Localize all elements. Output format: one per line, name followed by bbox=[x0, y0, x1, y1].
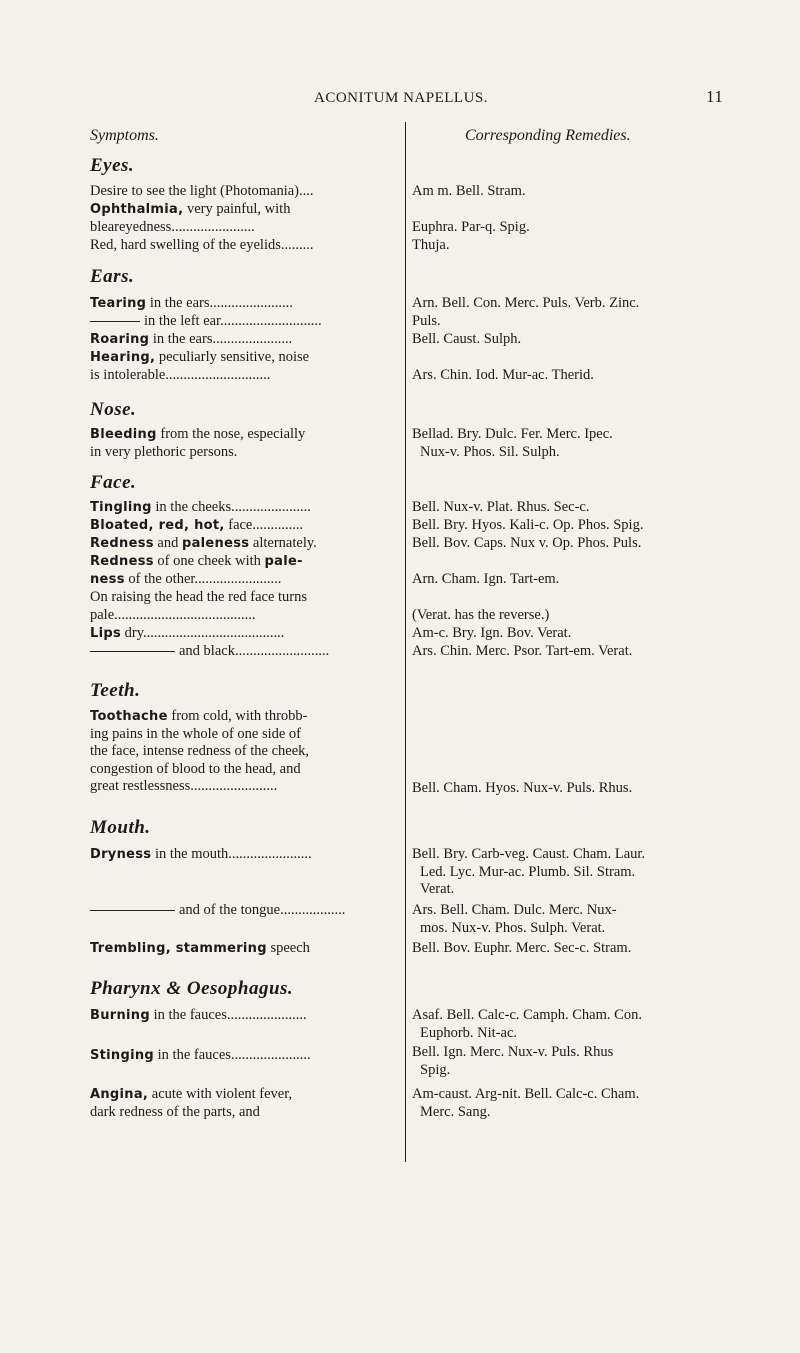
remedy-row bbox=[412, 846, 752, 899]
symptom-row bbox=[90, 589, 402, 624]
remedies-heading: Corresponding Remedies. bbox=[465, 127, 631, 144]
symptom-row bbox=[90, 902, 402, 920]
symptom-keyword: Tearing bbox=[90, 296, 147, 311]
symptom-text: in the left ear............................ bbox=[144, 313, 322, 329]
remedy-row bbox=[412, 902, 752, 937]
remedy-row: Ars. Chin. Iod. Mur-ac. Therid. bbox=[412, 367, 594, 383]
symptom-row bbox=[90, 625, 402, 643]
section-eyes: Eyes. bbox=[90, 155, 135, 176]
remedy-text: Asaf. Bell. Calc-c. Camph. Cham. Con. bbox=[412, 1007, 642, 1023]
remedy-text: Spig. bbox=[420, 1061, 451, 1078]
column-divider bbox=[405, 122, 406, 1162]
symptom-text: in the fauces...................... bbox=[149, 1007, 307, 1023]
remedy-row: Arn. Cham. Ign. Tart-em. bbox=[412, 571, 560, 587]
remedy-row: Ars. Chin. Merc. Psor. Tart-em. Verat. bbox=[412, 643, 633, 659]
remedy-row: Puls. bbox=[412, 313, 441, 329]
ditto-dash bbox=[90, 321, 140, 322]
symptom-row bbox=[90, 708, 402, 796]
remedy-row: (Verat. has the reverse.) bbox=[412, 607, 550, 623]
symptom-keyword: Burning bbox=[90, 1008, 150, 1023]
remedy-text: Am-caust. Arg-nit. Bell. Calc-c. Cham. bbox=[412, 1086, 640, 1102]
ditto-dash bbox=[90, 910, 175, 911]
section-teeth: Teeth. bbox=[90, 680, 141, 701]
remedy-text: Bellad. Bry. Dulc. Fer. Merc. Ipec. bbox=[412, 426, 613, 442]
symptom-text: in the cheeks...................... bbox=[151, 499, 311, 515]
section-mouth: Mouth. bbox=[90, 817, 151, 838]
symptom-text: dark redness of the parts, and bbox=[90, 1103, 260, 1120]
remedy-row bbox=[412, 1086, 752, 1121]
symptom-text: and black.......................... bbox=[179, 643, 330, 659]
symptom-row bbox=[90, 940, 402, 958]
symptom-row bbox=[90, 846, 402, 864]
symptom-keyword: Angina, bbox=[90, 1087, 149, 1102]
symptom-text: dry....................................... bbox=[120, 625, 285, 641]
symptom-text: and bbox=[153, 535, 182, 551]
symptom-keyword: Ophthalmia, bbox=[90, 202, 184, 217]
symptom-text: and of the tongue.................. bbox=[179, 902, 346, 918]
symptom-row bbox=[90, 553, 402, 588]
remedy-row bbox=[412, 1007, 752, 1042]
symptom-text: from cold, with throbb- bbox=[167, 708, 308, 724]
symptom-text: in the ears....................... bbox=[146, 295, 293, 311]
symptom-row bbox=[90, 1086, 402, 1121]
remedy-row: Am m. Bell. Stram. bbox=[412, 183, 526, 199]
symptom-text: Red, hard swelling of the eyelids......... bbox=[90, 237, 314, 253]
symptoms-heading: Symptoms. bbox=[90, 127, 159, 144]
remedy-text: Verat. bbox=[420, 881, 455, 897]
symptom-row bbox=[90, 1007, 402, 1025]
remedy-text: Nux-v. Phos. Sil. Sulph. bbox=[420, 443, 560, 460]
symptom-row bbox=[90, 331, 402, 349]
remedy-row: Bell. Bov. Caps. Nux v. Op. Phos. Puls. bbox=[412, 535, 642, 551]
symptom-text: in the mouth....................... bbox=[151, 846, 312, 862]
symptom-text: speech bbox=[266, 940, 310, 956]
symptom-keyword: Bleeding bbox=[90, 427, 157, 442]
remedy-row: Bell. Bov. Euphr. Merc. Sec-c. Stram. bbox=[412, 940, 632, 956]
remedy-row: Bell. Cham. Hyos. Nux-v. Puls. Rhus. bbox=[412, 780, 633, 796]
symptom-row bbox=[90, 535, 402, 553]
remedy-row: Am-c. Bry. Ign. Bov. Verat. bbox=[412, 625, 572, 641]
symptom-text: congestion of blood to the head, and bbox=[90, 760, 301, 777]
symptom-keyword: Lips bbox=[90, 626, 121, 641]
symptom-text: On raising the head the red face turns bbox=[90, 589, 308, 605]
symptom-keyword: paleness bbox=[181, 536, 250, 551]
symptom-keyword: Redness bbox=[90, 536, 154, 551]
symptom-text: from the nose, especially bbox=[156, 426, 306, 442]
ditto-dash bbox=[90, 651, 175, 652]
symptom-text: the face, intense redness of the cheek, bbox=[90, 743, 310, 759]
symptom-keyword: Roaring bbox=[90, 332, 150, 347]
symptom-row bbox=[90, 426, 402, 461]
symptom-row bbox=[90, 237, 402, 255]
remedy-row: Thuja. bbox=[412, 237, 450, 253]
section-nose: Nose. bbox=[90, 399, 137, 420]
remedy-text: Led. Lyc. Mur-ac. Plumb. Sil. Stram. bbox=[420, 863, 636, 880]
symptom-row bbox=[90, 295, 402, 313]
symptom-text: alternately. bbox=[249, 535, 317, 551]
remedy-text: Euphorb. Nit-ac. bbox=[420, 1024, 518, 1041]
remedy-row bbox=[412, 426, 752, 461]
remedy-text: Bell. Ign. Merc. Nux-v. Puls. Rhus bbox=[412, 1044, 614, 1060]
symptom-row bbox=[90, 499, 402, 517]
section-ears: Ears. bbox=[90, 266, 135, 287]
symptom-keyword: Dryness bbox=[90, 847, 152, 862]
symptom-keyword: pale- bbox=[264, 554, 303, 569]
symptom-text: peculiarly sensitive, noise bbox=[155, 349, 310, 365]
symptom-text: of one cheek with bbox=[153, 553, 265, 569]
symptom-row bbox=[90, 1047, 402, 1065]
symptom-text: in the fauces...................... bbox=[154, 1047, 311, 1063]
remedy-row bbox=[412, 1044, 752, 1079]
section-face: Face. bbox=[90, 472, 137, 493]
symptom-keyword: Trembling, stammering bbox=[90, 941, 267, 956]
symptom-keyword: Hearing, bbox=[90, 350, 156, 365]
page-title: ACONITUM NAPELLUS. bbox=[314, 90, 488, 106]
symptom-keyword: Stinging bbox=[90, 1048, 155, 1063]
symptom-row bbox=[90, 313, 402, 331]
symptom-row bbox=[90, 643, 402, 661]
symptom-row bbox=[90, 349, 402, 384]
remedy-text: mos. Nux-v. Phos. Sulph. Verat. bbox=[420, 919, 606, 936]
symptom-row bbox=[90, 183, 402, 201]
symptom-text: in the ears...................... bbox=[149, 331, 293, 347]
symptom-text: pale....................................... bbox=[90, 606, 256, 623]
remedy-text: Bell. Bry. Carb-veg. Caust. Cham. Laur. bbox=[412, 846, 646, 862]
remedy-row: Euphra. Par-q. Spig. bbox=[412, 219, 530, 235]
symptom-text: Desire to see the light (Photomania).... bbox=[90, 183, 314, 199]
symptom-text: in very plethoric persons. bbox=[90, 443, 238, 460]
remedy-text: Merc. Sang. bbox=[420, 1103, 491, 1120]
symptom-text: face.............. bbox=[224, 517, 304, 533]
section-pharynx: Pharynx & Oesophagus. bbox=[90, 978, 294, 999]
symptom-text: great restlessness........................ bbox=[90, 778, 278, 794]
symptom-text: very painful, with bbox=[183, 201, 291, 217]
remedy-row: Bell. Nux-v. Plat. Rhus. Sec-c. bbox=[412, 499, 590, 515]
symptom-text: acute with violent fever, bbox=[148, 1086, 293, 1102]
symptom-row bbox=[90, 517, 402, 535]
symptom-keyword: ness bbox=[90, 571, 125, 587]
symptom-row bbox=[90, 201, 402, 236]
symptom-keyword: Redness bbox=[90, 554, 154, 569]
symptom-keyword: Tingling bbox=[90, 500, 152, 515]
remedy-text: Ars. Bell. Cham. Dulc. Merc. Nux- bbox=[412, 902, 617, 918]
remedy-row: Arn. Bell. Con. Merc. Puls. Verb. Zinc. bbox=[412, 295, 640, 311]
symptom-text: is intolerable............................. bbox=[90, 366, 271, 383]
symptom-text: bleareyedness....................... bbox=[90, 218, 255, 235]
page-number: 11 bbox=[706, 87, 724, 106]
symptom-text: ing pains in the whole of one side of bbox=[90, 725, 302, 742]
remedy-row: Bell. Caust. Sulph. bbox=[412, 331, 522, 347]
symptom-keyword: Toothache bbox=[90, 709, 168, 724]
symptom-keyword: Bloated, red, hot, bbox=[90, 518, 225, 533]
remedy-row: Bell. Bry. Hyos. Kali-c. Op. Phos. Spig. bbox=[412, 517, 644, 533]
symptom-text: of the other........................ bbox=[124, 570, 282, 587]
